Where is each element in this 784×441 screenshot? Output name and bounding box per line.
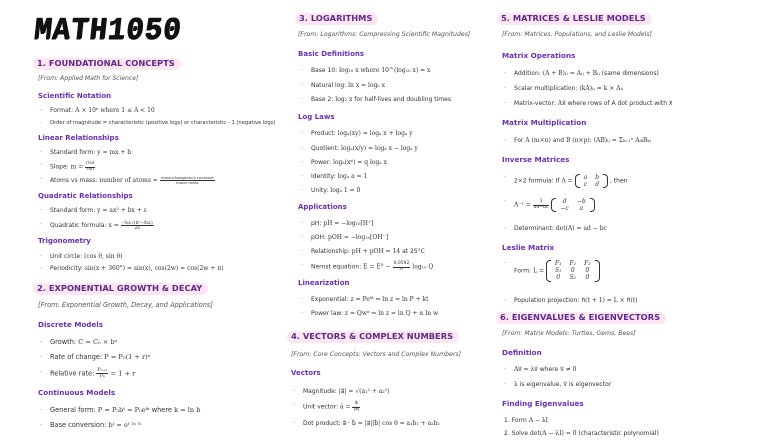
scalar-item bbox=[514, 85, 623, 92]
slope-numerator: rise bbox=[86, 161, 95, 166]
step-1-number: 1. bbox=[504, 417, 510, 424]
identity-item bbox=[311, 173, 367, 180]
base2-suffix: for half-lives and doubling times bbox=[354, 96, 451, 103]
unity-label: Unity: bbox=[311, 187, 329, 194]
eigen-condition: v⃗ ≠ 0 bbox=[560, 366, 577, 373]
quadratic-formula-lhs: x = bbox=[108, 222, 119, 230]
step-2-formula: det(A − λI) = 0 bbox=[529, 430, 577, 437]
eigen-equation: Av⃗ = λv⃗ bbox=[514, 366, 538, 373]
identity-label: Identity: bbox=[311, 173, 336, 180]
nernst-fraction bbox=[393, 262, 411, 272]
matrix-vector-item bbox=[514, 100, 672, 107]
quadratic-title: Quadratic Relationships bbox=[38, 192, 133, 200]
base2-formula: log₂ x bbox=[335, 96, 353, 103]
general-form-formula: P = P₀bᵗ = P₀eᵏᵗ bbox=[97, 406, 150, 414]
exponential-label: Exponential: bbox=[311, 296, 349, 303]
addition-formula: (A + B)ᵢⱼ = Aᵢⱼ + Bᵢⱼ bbox=[542, 70, 600, 77]
relationship-formula: pH + pOH = 14 bbox=[351, 248, 401, 255]
scalar-label: Scalar multiplication: bbox=[514, 85, 578, 92]
projection-label: Population projection: bbox=[514, 297, 580, 304]
quotient-item bbox=[311, 145, 418, 152]
linear-standard-formula: y = mx + b bbox=[97, 149, 132, 156]
periodicity-item bbox=[50, 265, 224, 272]
matrix-inverse-cell: a bbox=[579, 205, 584, 213]
relationship-item bbox=[311, 248, 425, 255]
base-conversion-label: Base conversion: bbox=[50, 421, 107, 429]
inverse-fraction bbox=[533, 200, 550, 210]
matrix-a bbox=[575, 174, 608, 188]
relative-rate-denominator: Pₙ bbox=[99, 372, 106, 379]
multiplication-formula: (AB)ᵢⱼ = Σₖ₌₁ⁿ AᵢₖBₖⱼ bbox=[593, 137, 652, 144]
format-item bbox=[50, 107, 155, 114]
general-form-item bbox=[50, 406, 200, 414]
unit-vector-fraction bbox=[352, 402, 360, 412]
nernst-log: log₁₀ Q bbox=[412, 263, 434, 271]
rate-item bbox=[50, 353, 151, 361]
quadratic-standard-item bbox=[50, 207, 147, 214]
matrix-a-cell: b bbox=[595, 174, 600, 181]
vectors-title: Vectors bbox=[291, 369, 321, 377]
ph-item bbox=[311, 220, 373, 227]
unit-vector-denominator: |a⃗| bbox=[353, 406, 360, 412]
product-item bbox=[311, 130, 413, 137]
natural-log-item bbox=[311, 82, 385, 89]
determinant-item bbox=[514, 225, 607, 232]
natural-log-formula: ln x = logₑ x bbox=[348, 82, 386, 89]
periodicity-formula: sin(x + 360°) = sin(x), cos(2w) = cos(2w + π) bbox=[84, 265, 224, 272]
base2-item bbox=[311, 96, 451, 103]
dot-product-label: Dot product: bbox=[303, 420, 341, 427]
multiplication-for: For bbox=[514, 137, 524, 144]
base2-label: Base 2: bbox=[311, 96, 334, 103]
growth-label: Growth: bbox=[50, 338, 77, 346]
leslie-l-eq: L = bbox=[533, 267, 544, 275]
continuous-title: Continuous Models bbox=[38, 388, 116, 397]
unity-formula: logₐ 1 = 0 bbox=[330, 187, 361, 194]
section-2-heading: 2. EXPONENTIAL GROWTH & DECAY bbox=[33, 283, 208, 295]
v-symbol: v⃗ bbox=[563, 381, 567, 388]
dot-product-item bbox=[303, 420, 440, 427]
section-4-source: [From: Core Concepts: Vectors and Complex Numbers] bbox=[291, 351, 462, 358]
step-2-suffix: (characteristic polynomial) bbox=[578, 430, 659, 437]
inverse-title: Inverse Matrices bbox=[502, 155, 570, 164]
determinant-formula: det(A) = ad − bc bbox=[555, 225, 607, 232]
multiplication-item bbox=[514, 137, 651, 144]
base10-item bbox=[311, 67, 430, 74]
leslie-form-label: Form: bbox=[514, 267, 532, 275]
natural-log-label: Natural log: bbox=[311, 82, 347, 89]
eigenvalue-text: is eigenvalue, bbox=[519, 381, 562, 388]
matrix-inverse-cell: −b bbox=[576, 198, 586, 205]
unity-item bbox=[311, 187, 360, 194]
atoms-formula: number of atoms = bbox=[99, 176, 158, 184]
definition-title: Definition bbox=[502, 348, 542, 357]
matrix-vector-suffix: where rows of A dot product with x⃗ bbox=[567, 100, 673, 107]
magnitude-item bbox=[303, 388, 389, 395]
slope-label: Slope: bbox=[50, 163, 69, 171]
base10-label: Base 10: bbox=[311, 67, 338, 74]
matrix-a-cell: a bbox=[583, 174, 588, 181]
addition-label: Addition: bbox=[514, 70, 541, 77]
format-label: Format: bbox=[50, 107, 74, 114]
matrix-a-cell: d bbox=[595, 181, 600, 189]
leslie-cell: S₂ bbox=[569, 274, 577, 282]
leslie-title: Leslie Matrix bbox=[502, 243, 555, 252]
section-1-source: [From: Applied Math for Science] bbox=[38, 75, 139, 82]
finding-eigenvalues-title: Finding Eigenvalues bbox=[502, 399, 584, 408]
general-form-where: where bbox=[151, 406, 172, 414]
leslie-cell: 0 bbox=[556, 274, 561, 282]
quadratic-standard-label: Standard form: bbox=[50, 207, 96, 214]
section-3-source: [From: Logarithms: Compressing Scientific Magnitudes] bbox=[298, 31, 471, 38]
unit-vector-item bbox=[303, 402, 360, 412]
unit-circle-label: Unit circle: bbox=[50, 253, 83, 260]
atoms-numerator: mass×Avogadro's constant bbox=[160, 175, 214, 180]
quadratic-numerator: −b±√(b²−4ac) bbox=[121, 220, 153, 225]
slope-formula: m = bbox=[70, 163, 84, 171]
ph-formula: pH = −log₁₀[H⁺] bbox=[323, 220, 374, 227]
poh-label: pOH: bbox=[311, 234, 327, 241]
basic-definitions-title: Basic Definitions bbox=[298, 50, 365, 58]
leslie-cell: S₁ bbox=[554, 267, 562, 275]
relative-rate-label: Relative rate: bbox=[50, 369, 95, 378]
atoms-label: Atoms vs mass: bbox=[50, 176, 98, 184]
trig-title: Trigonometry bbox=[38, 237, 91, 245]
general-form-label: General form: bbox=[50, 406, 96, 414]
relative-rate-fraction bbox=[96, 368, 108, 379]
dot-product-formula: a⃗ · b⃗ = |a⃗||b⃗| cos θ = a₁b₁ + a₂b₂ bbox=[342, 420, 440, 427]
quadratic-fraction bbox=[121, 221, 154, 230]
poh-item bbox=[311, 234, 388, 241]
power-label: Power: bbox=[311, 159, 332, 166]
relationship-label: Relationship: bbox=[311, 248, 350, 255]
step-1-item bbox=[504, 417, 548, 424]
exponential-formula: z = Peᵏᵗ ⇒ ln z = ln P + kt bbox=[350, 296, 429, 303]
nernst-label: Nernst equation: bbox=[311, 263, 362, 271]
atoms-item bbox=[50, 176, 215, 185]
inverse-2x2-item bbox=[514, 174, 627, 188]
leslie-form-item bbox=[514, 260, 600, 282]
section-4-heading: 4. VECTORS & COMPLEX NUMBERS bbox=[287, 331, 459, 343]
step-1-formula: A − λI bbox=[528, 417, 549, 424]
quadratic-formula-label: Quadratic formula: bbox=[50, 222, 107, 230]
eigen-meaning-item bbox=[514, 381, 611, 388]
general-form-k: k = ln b bbox=[174, 406, 201, 414]
matrix-vector-label: Matrix-vector: bbox=[514, 100, 556, 107]
linear-standard-item bbox=[50, 149, 131, 156]
power-law-item bbox=[311, 310, 438, 317]
multiplication-a-dim: A (m×n) bbox=[525, 137, 551, 144]
eigen-equation-item bbox=[514, 366, 576, 373]
inverse-formula-item bbox=[514, 198, 595, 212]
quadratic-standard-formula: y = ax² + bx + c bbox=[97, 207, 148, 214]
magnitude-item: · Order of magnitude = characteristic (positive logs) or characteristic - 1 (negative logs) bbox=[50, 120, 275, 126]
matrix-inverse bbox=[551, 198, 594, 212]
slope-fraction bbox=[85, 162, 95, 172]
unit-vector-numerator: a⃗ bbox=[352, 402, 360, 408]
relationship-suffix: at 25°C bbox=[402, 248, 425, 255]
nernst-numerator: 0.0592 bbox=[393, 261, 410, 266]
page-title: MATH1050 bbox=[32, 12, 184, 49]
section-2-source: [From: Exponential Growth, Decay, and Applications] bbox=[38, 301, 213, 309]
product-label: Product: bbox=[311, 130, 336, 137]
poh-formula: pOH = −log₁₀[OH⁻] bbox=[328, 234, 389, 241]
unit-vector-label: Unit vector: bbox=[303, 403, 339, 411]
matrix-a-cell: c bbox=[583, 181, 588, 189]
projection-formula: n⃗(t + 1) = L × n⃗(t) bbox=[581, 297, 638, 304]
lambda-symbol: λ bbox=[514, 381, 518, 388]
slope-denominator: run bbox=[86, 166, 95, 172]
leslie-cell: 0 bbox=[585, 267, 590, 275]
relative-rate-formula: = 1 + r bbox=[110, 369, 136, 378]
power-law-label: Power law: bbox=[311, 310, 343, 317]
inverse-numerator: 1 bbox=[533, 200, 550, 206]
determinant-label: Determinant: bbox=[514, 225, 554, 232]
multiplication-and: and bbox=[552, 137, 565, 144]
leslie-cell: F₃ bbox=[584, 260, 591, 267]
eigenvector-text: is eigenvector bbox=[568, 381, 612, 388]
quotient-formula: logₐ(x/y) = logₐ x − logₐ y bbox=[341, 145, 418, 152]
base10-formula: log₁₀ x where 10^(log₁₀ x) = x bbox=[339, 67, 431, 74]
base-conversion-formula: bᵗ = eᵗ ˡⁿ ᵇ bbox=[108, 421, 141, 429]
product-formula: logₐ(xy) = logₐ x + logₐ y bbox=[337, 130, 413, 137]
power-formula: logₐ(xᵠ) = q logₐ x bbox=[332, 159, 387, 166]
inverse-then: , then bbox=[609, 177, 628, 185]
unit-circle-formula: (cos θ, sin θ) bbox=[84, 253, 123, 260]
scalar-formula: (kA)ᵢⱼ = k × Aᵢⱼ bbox=[579, 85, 624, 92]
step-2-label: Solve bbox=[511, 430, 529, 437]
quotient-label: Quotient: bbox=[311, 145, 340, 152]
base-conversion-item bbox=[50, 421, 141, 429]
section-5-source: [From: Matrices, Populations, and Leslie Models] bbox=[502, 31, 652, 38]
matrix-inverse-cell: d bbox=[562, 198, 567, 205]
atoms-fraction bbox=[160, 176, 215, 185]
slope-item bbox=[50, 162, 95, 172]
projection-item bbox=[514, 297, 637, 304]
section-1-heading: 1. FOUNDATIONAL CONCEPTS bbox=[33, 58, 181, 70]
identity-formula: logₐ a = 1 bbox=[337, 173, 368, 180]
step-1-label: Form bbox=[511, 417, 527, 424]
applications-title: Applications bbox=[298, 203, 347, 211]
inverse-a-inv: A⁻¹ = bbox=[514, 201, 531, 209]
multiplication-b-dim: B (n×p): bbox=[565, 137, 592, 144]
inverse-denominator: ad−bc bbox=[533, 204, 549, 210]
leslie-cell: 0 bbox=[585, 274, 590, 282]
step-2-number: 2. bbox=[504, 430, 510, 437]
discrete-title: Discrete Models bbox=[38, 320, 104, 329]
section-6-heading: 6. EIGENVALUES & EIGENVECTORS bbox=[496, 312, 666, 324]
ph-label: pH: bbox=[311, 220, 322, 227]
leslie-cell: F₁ bbox=[554, 260, 562, 267]
rate-formula: P = P₀(1 + r)ⁿ bbox=[104, 353, 151, 361]
matrix-multiplication-title: Matrix Multiplication bbox=[502, 118, 587, 127]
leslie-cell: F₂ bbox=[569, 260, 577, 267]
inverse-a-eq: A = bbox=[561, 177, 573, 185]
nernst-formula: E = E° − bbox=[363, 263, 391, 271]
atoms-denominator: molar mass bbox=[175, 179, 199, 185]
unit-vector-formula: â = bbox=[340, 403, 351, 411]
leslie-matrix bbox=[546, 260, 600, 282]
linear-standard-label: Standard form: bbox=[50, 149, 96, 156]
section-3-heading: 3. LOGARITHMS bbox=[295, 13, 378, 25]
power-item bbox=[311, 159, 387, 166]
inverse-2x2-label: 2×2 formula: If bbox=[514, 177, 560, 185]
addition-item bbox=[514, 70, 659, 77]
eigen-where: where bbox=[539, 366, 559, 373]
unit-circle-item bbox=[50, 253, 122, 260]
matrix-inverse-cell: −c bbox=[560, 205, 569, 213]
log-laws-title: Log Laws bbox=[298, 113, 335, 121]
nernst-item bbox=[311, 262, 433, 272]
magnitude-formula: |a⃗| = √(a₁² + a₂²) bbox=[338, 388, 390, 395]
exponential-item bbox=[311, 296, 429, 303]
section-6-source: [From: Matrix Models: Turtles, Gems, Bees] bbox=[502, 330, 636, 337]
addition-suffix: (same dimensions) bbox=[601, 70, 659, 77]
leslie-cell: 0 bbox=[570, 267, 575, 275]
growth-item bbox=[50, 338, 117, 346]
matrix-operations-title: Matrix Operations bbox=[502, 51, 576, 60]
sci-notation-title: Scientific Notation bbox=[38, 92, 112, 100]
step-2-item bbox=[504, 430, 659, 437]
power-law-formula: z = Qwᵅ ⇒ ln z = ln Q + α ln w bbox=[344, 310, 439, 317]
linear-title: Linear Relationships bbox=[38, 134, 119, 142]
linearization-title: Linearization bbox=[298, 279, 350, 287]
format-formula: A × 10ⁿ where 1 ≤ A < 10 bbox=[75, 107, 155, 114]
quadratic-denominator: 2a bbox=[134, 225, 140, 231]
section-5-heading: 5. MATRICES & LESLIE MODELS bbox=[497, 13, 652, 25]
magnitude-label: Magnitude: bbox=[303, 388, 337, 395]
quadratic-formula-item bbox=[50, 221, 154, 230]
rate-label: Rate of change: bbox=[50, 353, 103, 361]
nernst-denominator: n bbox=[400, 266, 403, 272]
relative-rate-item bbox=[50, 368, 135, 379]
growth-formula: C = C₀ × bⁿ bbox=[78, 338, 118, 346]
periodicity-label: Periodicity: bbox=[50, 265, 83, 272]
matrix-vector-formula: Ax⃗ bbox=[557, 100, 566, 107]
relative-rate-numerator: Pₙ₊₁ bbox=[97, 367, 108, 373]
